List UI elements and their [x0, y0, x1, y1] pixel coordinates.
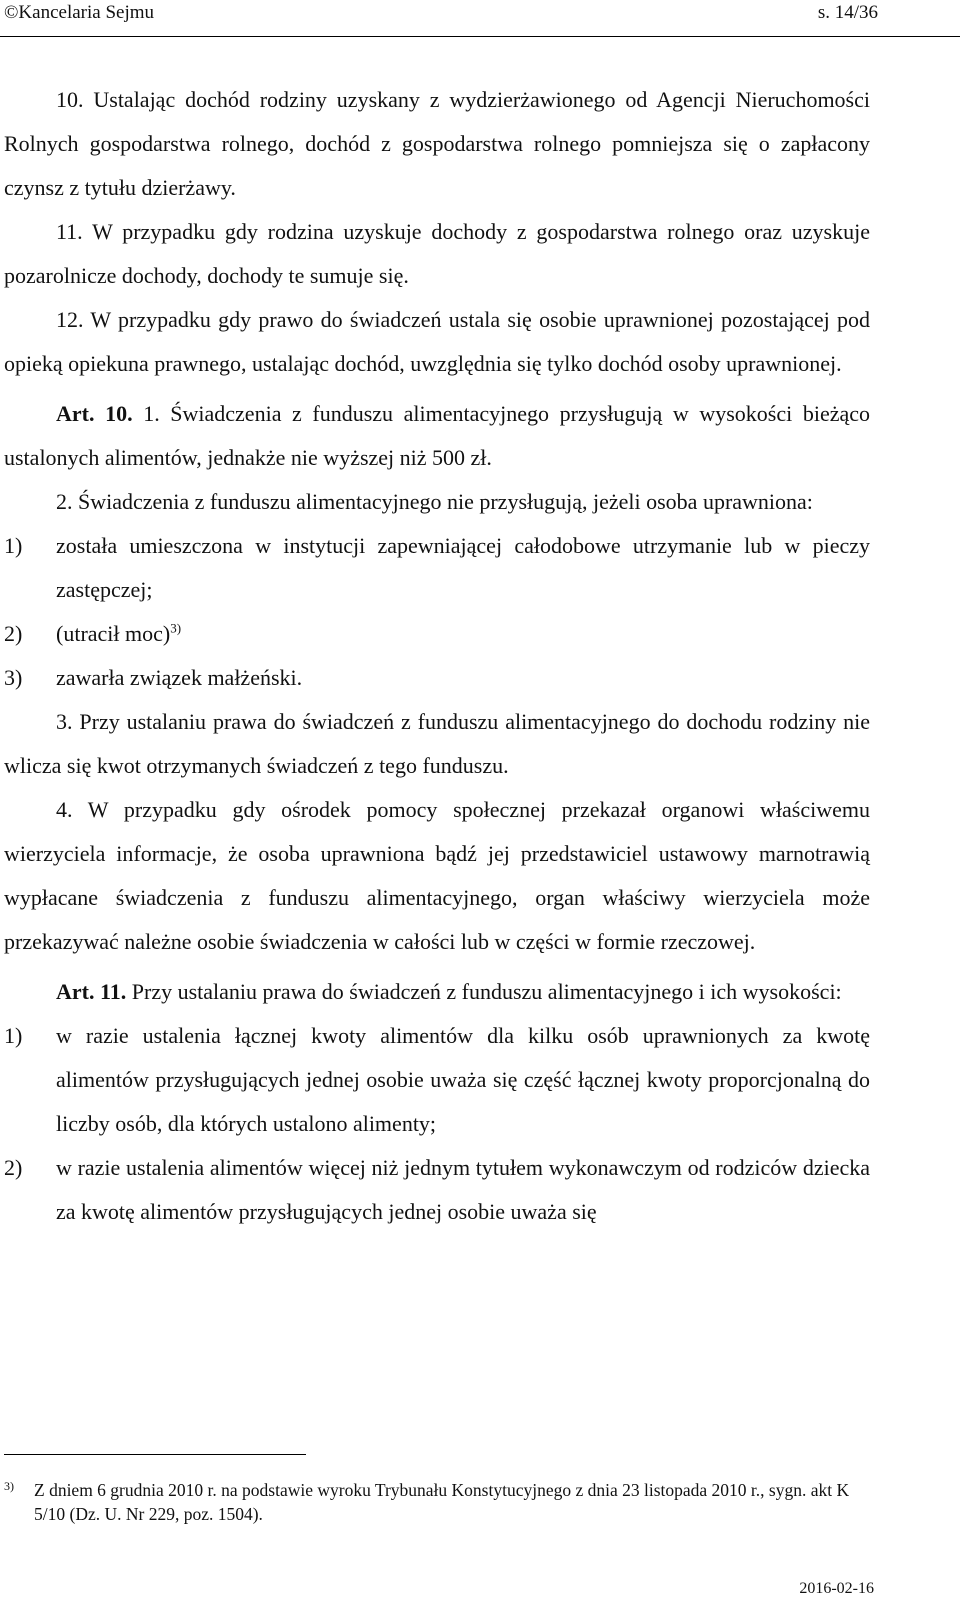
article-11-intro [4, 970, 870, 1014]
list-item-text: zawarła związek małżeński. [56, 665, 303, 690]
list-item [4, 612, 870, 656]
list-item-number: 1) [4, 533, 23, 558]
footnote-mark: 3) [4, 1479, 14, 1493]
paragraph-11: 11. W przypadku gdy rodzina uzyskuje dochody z gospodarstwa rolnego oraz uzyskuje pozarolnicze dochody, dochody te sumuje się. [4, 219, 870, 288]
page-header [0, 0, 960, 37]
list-item-text: (utracił moc) [56, 621, 171, 646]
document-body [4, 78, 870, 1234]
list-item-text: została umieszczona w instytucji zapewniającej całodobowe utrzymanie lub w pieczy zastępczej; [56, 533, 870, 602]
list-item-text: w razie ustalenia alimentów więcej niż jednym tytułem wykonawczym od rodziców dziecka za kwotę alimentów przysługujących jednej osobie uważa się [56, 1155, 870, 1224]
article-11-label: Art. 11. [56, 979, 127, 1004]
article-11-intro-text: Przy ustalaniu prawa do świadczeń z funduszu alimentacyjnego i ich wysokości: [131, 979, 842, 1004]
list-item-number: 2) [4, 621, 23, 646]
article-10-p4: 4. W przypadku gdy ośrodek pomocy społecznej przekazał organowi właściwemu wierzyciela informacje, że osoba uprawniona bądź jej przedstawiciel ustawowy marnotrawią wypłacane świadczenia z funduszu alimentacyjnego, organ właściwy wierzyciela może przekazywać należne osobie świadczenia w całości lub w części w formie rzeczowej. [4, 797, 870, 954]
page-footer-date: 2016-02-16 [799, 1580, 874, 1597]
publisher-label: ©Kancelaria Sejmu [4, 2, 155, 23]
footnote-separator [4, 1454, 306, 1455]
paragraph-12: 12. W przypadku gdy prawo do świadczeń ustala się osobie uprawnionej pozostającej pod opieką opiekuna prawnego, ustalając dochód, uwzględnia się tylko dochód osoby uprawnionej. [4, 307, 870, 376]
article-10-p2: 2. Świadczenia z funduszu alimentacyjnego nie przysługują, jeżeli osoba uprawniona: [56, 489, 813, 514]
article-10-p1 [4, 392, 870, 480]
footnote [4, 1478, 870, 1526]
paragraph-10: 10. Ustalając dochód rodziny uzyskany z wydzierżawionego od Agencji Nieruchomości Rolnych gospodarstwa rolnego, dochód z gospodarstwa rolnego pomniejsza się o zapłacony czynsz z tytułu dzierżawy. [4, 87, 870, 200]
footnote-text: Z dniem 6 grudnia 2010 r. na podstawie wyroku Trybunału Konstytucyjnego z dnia 23 listopada 2010 r., sygn. akt K 5/10 (Dz. U. Nr 229, poz. 1504). [34, 1480, 850, 1524]
list-item-number: 3) [4, 665, 23, 690]
list-item-number: 1) [4, 1023, 23, 1048]
list-item-text: w razie ustalenia łącznej kwoty alimentów dla kilku osób uprawnionych za kwotę alimentów przysługujących jednej osobie uważa się część łącznej kwoty proporcjonalną do liczby osób, dla których ustalono alimenty; [56, 1023, 870, 1136]
article-10-p1-text: 1. Świadczenia z funduszu alimentacyjnego przysługują w wysokości bieżąco ustalonych alimentów, jednakże nie wyższej niż 500 zł. [4, 401, 871, 470]
article-10-label: Art. 10. [56, 401, 133, 426]
article-10-p3: 3. Przy ustalaniu prawa do świadczeń z funduszu alimentacyjnego do dochodu rodziny nie wlicza się kwot otrzymanych świadczeń z tego funduszu. [4, 709, 870, 778]
page-number: s. 14/36 [817, 2, 878, 23]
list-item [4, 656, 870, 700]
list-item [4, 1014, 870, 1146]
footnote-reference[interactable]: 3) [170, 620, 182, 636]
list-item-number: 2) [4, 1155, 23, 1180]
list-item [4, 1146, 870, 1234]
list-item [4, 524, 870, 612]
